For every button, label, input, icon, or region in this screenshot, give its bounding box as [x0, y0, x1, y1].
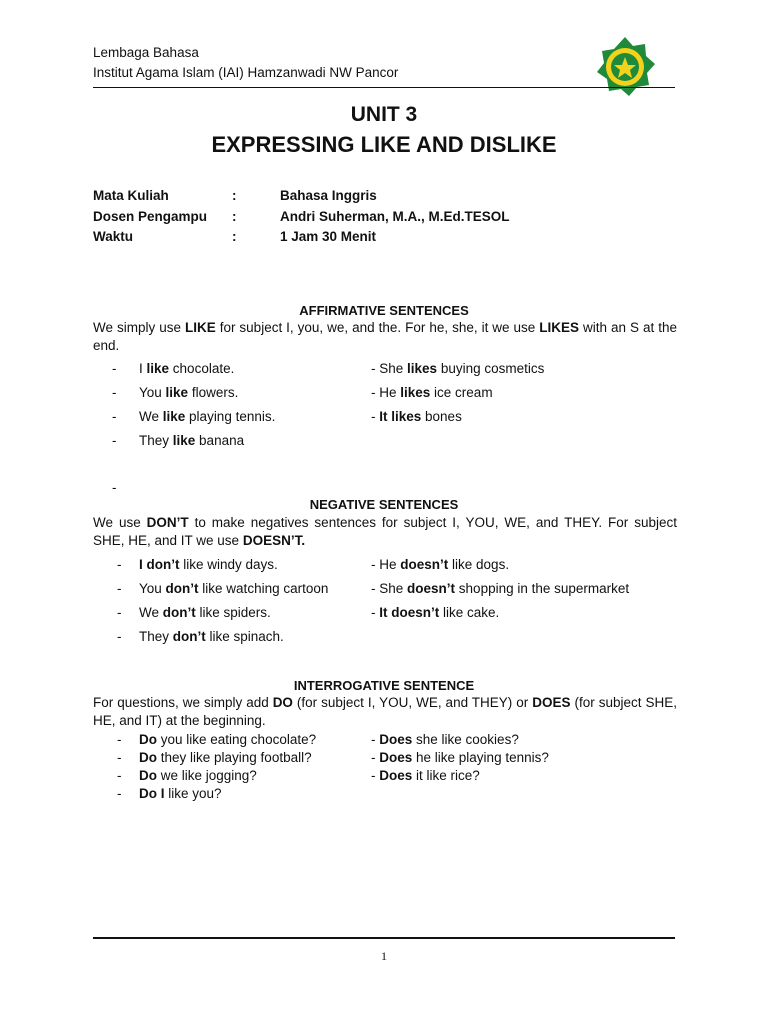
section-title-interrogative: INTERROGATIVE SENTENCE — [293, 678, 475, 693]
affirmative-example: - It likes bones — [371, 409, 462, 424]
bullet: - — [117, 750, 122, 765]
affirmative-example: We like playing tennis. — [139, 409, 276, 424]
interrogative-paragraph: For questions, we simply add DO (for subject I, YOU, WE, and THEY) or DOES (for subject SHE, HE, and IT) at the beginning. — [93, 695, 677, 728]
affirmative-example: You like flowers. — [139, 385, 239, 400]
header-institution — [93, 43, 398, 83]
institution-logo-icon — [594, 36, 656, 98]
topic-title: EXPRESSING LIKE AND DISLIKE — [211, 132, 557, 157]
unit-title: UNIT 3 — [350, 103, 418, 126]
header-rule — [93, 87, 675, 88]
interrogative-example: - Does it like rice? — [371, 768, 480, 783]
section-title-affirmative: AFFIRMATIVE SENTENCES — [299, 303, 469, 318]
meta-value-time: 1 Jam 30 Menit — [280, 229, 377, 244]
bullet: - — [117, 581, 122, 596]
bullet: - — [117, 557, 122, 572]
negative-example: You don’t like watching cartoon — [139, 581, 329, 596]
meta-label-time: Waktu — [93, 229, 133, 244]
interrogative-example: Do I like you? — [139, 786, 222, 801]
negative-example: - She doesn’t shopping in the supermarket — [371, 581, 630, 596]
bullet: - — [112, 433, 117, 448]
stray-bullet: - — [112, 480, 117, 495]
negative-paragraph: We use DON’T to make negatives sentences for subject I, YOU, WE, and THEY. For subject SHE, HE, and IT we use DOESN’T. — [93, 515, 677, 548]
negative-example: - He doesn’t like dogs. — [371, 557, 510, 572]
interrogative-example: - Does he like playing tennis? — [371, 750, 549, 765]
header-line-2: Institut Agama Islam (IAI) Hamzanwadi NW Pancor — [93, 65, 399, 80]
section-title-negative: NEGATIVE SENTENCES — [309, 497, 459, 512]
negative-example: I don’t like windy days. — [139, 557, 278, 572]
affirmative-paragraph: We simply use LIKE for subject I, you, we, and the. For he, she, it we use LIKES with an S at the end. — [93, 320, 677, 353]
meta-value-lecturer: Andri Suherman, M.A., M.Ed.TESOL — [280, 209, 510, 224]
header-line-1: Lembaga Bahasa — [93, 45, 199, 60]
bullet: - — [112, 385, 117, 400]
bullet: - — [117, 732, 122, 747]
affirmative-example: - She likes buying cosmetics — [371, 361, 545, 376]
meta-sep: : — [232, 188, 237, 203]
interrogative-example: Do we like jogging? — [139, 768, 257, 783]
interrogative-example: Do you like eating chocolate? — [139, 732, 317, 747]
negative-example: - It doesn’t like cake. — [371, 605, 500, 620]
bullet: - — [117, 629, 122, 644]
page-number: 1 — [381, 949, 387, 963]
negative-example: They don’t like spinach. — [139, 629, 284, 644]
bullet: - — [117, 605, 122, 620]
negative-example: We don’t like spiders. — [139, 605, 271, 620]
bullet: - — [112, 361, 117, 376]
footer-rule — [93, 937, 675, 939]
interrogative-example: - Does she like cookies? — [371, 732, 519, 747]
meta-value-course: Bahasa Inggris — [280, 188, 377, 203]
meta-label-lecturer: Dosen Pengampu — [93, 209, 208, 224]
interrogative-example: Do they like playing football? — [139, 750, 312, 765]
affirmative-example: - He likes ice cream — [371, 385, 493, 400]
bullet: - — [112, 409, 117, 424]
affirmative-example: I like chocolate. — [139, 361, 235, 376]
bullet: - — [117, 768, 122, 783]
meta-sep: : — [232, 229, 237, 244]
meta-label-course: Mata Kuliah — [93, 188, 169, 203]
affirmative-example: They like banana — [139, 433, 245, 448]
bullet: - — [117, 786, 122, 801]
meta-sep: : — [232, 209, 237, 224]
